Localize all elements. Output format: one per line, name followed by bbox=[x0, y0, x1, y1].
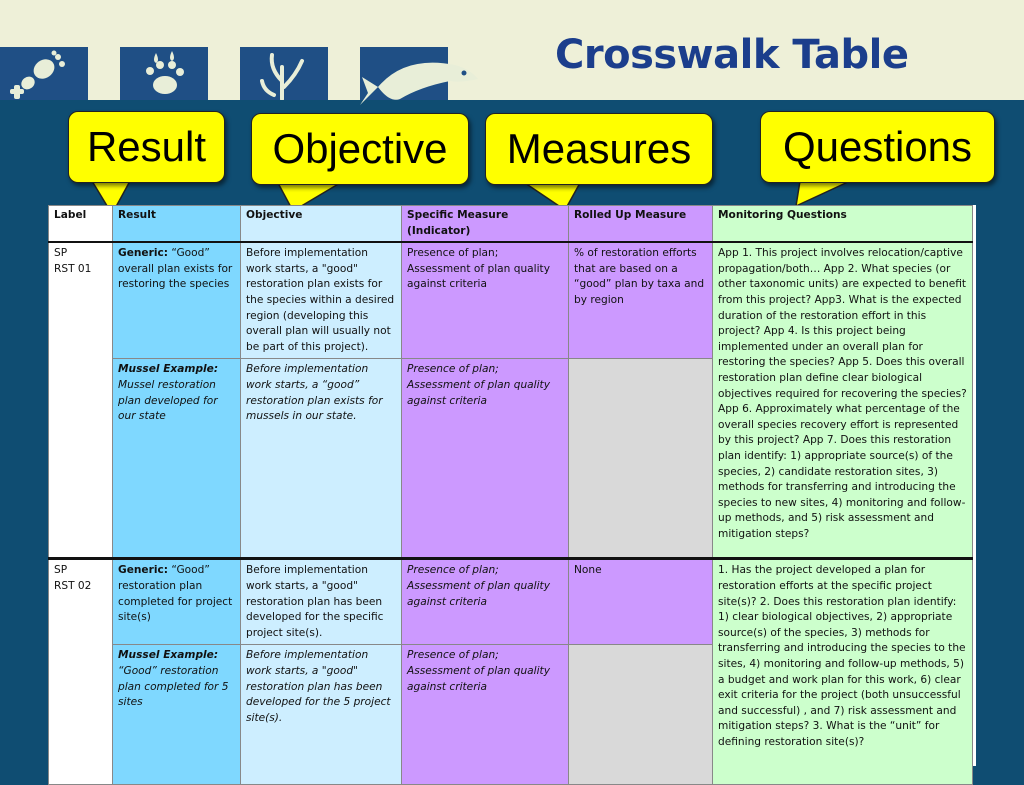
objective-callout bbox=[251, 113, 469, 185]
header-objective: Objective bbox=[241, 206, 402, 243]
label-line-2: RST 01 bbox=[54, 262, 92, 275]
mussel-measure-cell: Presence of plan; Assessment of plan quality against criteria bbox=[402, 359, 569, 559]
mussel-result-text: “Good” restoration plan completed for 5 sites bbox=[118, 664, 229, 709]
measures-callout-label: Measures bbox=[506, 125, 692, 172]
crosswalk-table bbox=[48, 205, 973, 785]
mussel-result-cell bbox=[113, 645, 241, 785]
questions-callout bbox=[760, 111, 995, 183]
generic-result-text: “Good” overall plan exists for restoring the species bbox=[118, 247, 233, 291]
mussel-measure-cell: Presence of plan; Assessment of plan quality against criteria bbox=[402, 645, 569, 785]
mussel-objective-cell: Before implementation work starts, a "good" restoration plan has been developed for the 5 project site(s). bbox=[241, 645, 402, 785]
monitoring-cell: App 1. This project involves relocation/captive propagation/both… App 2. What species (or other taxonomic units) are expected to benefit from this project? App3. What is the expected duration of the restoration effort in this project? App 4. Is this project being implemented under an overall plan for restoring the species? App 5. Does this overall restoration plan define clear biological objectives required for recovering the species? App 6. Approximately what percentage of the overall species recovery effort is represented by this project? App 7. Does this restoration plan identify: 1) appropriate source(s) of the species, 2) candidate restoration sites, 3) methods for transferring and introducing the species to new sites, 4) monitoring and follow-up methods, and 5) risk assessment and mitigation steps? bbox=[713, 242, 973, 559]
mussel-result-text: Mussel restoration plan developed for our state bbox=[118, 378, 218, 423]
row-label bbox=[49, 559, 113, 785]
result-cell bbox=[113, 242, 241, 359]
mussel-result-cell bbox=[113, 359, 241, 559]
mussel-objective-cell: Before implementation work starts, a “good” restoration plan exists for mussels in our state. bbox=[241, 359, 402, 559]
table-header-row bbox=[49, 206, 973, 243]
callout-pointers bbox=[0, 0, 1024, 220]
monitoring-cell: 1. Has the project developed a plan for restoration efforts at the specific project site(s)? 2. Does this restoration plan identify: 1) clear biological objectives, 2) appropriate source(s) of the species, 3) methods for transferring and introducing the species to the sites, 4) monitoring and follow-up methods, 5) a budget and work plan for this work, 6) clear exit criteria for the project (both unsuccessful and successful) , and 7) risk assessment and mitigation steps? 3. What is the “unit” for defining restoration site(s)? bbox=[713, 559, 973, 785]
empty-rolled-up-cell bbox=[569, 645, 713, 785]
generic-prefix: Generic: bbox=[118, 247, 168, 260]
result-callout bbox=[68, 111, 225, 183]
label-line-1: SP bbox=[54, 564, 68, 577]
mussel-prefix: Mussel Example: bbox=[118, 363, 219, 376]
header-result: Result bbox=[113, 206, 241, 243]
header-label: Label bbox=[49, 206, 113, 243]
header-measure: Specific Measure (Indicator) bbox=[402, 206, 569, 243]
result-cell bbox=[113, 559, 241, 645]
empty-rolled-up-cell bbox=[569, 359, 713, 559]
objective-cell: Before implementation work starts, a "good" restoration plan has been developed for the specific project site(s). bbox=[241, 559, 402, 645]
generic-result-text: “Good” restoration plan completed for project site(s) bbox=[118, 564, 233, 624]
table-row bbox=[49, 242, 973, 359]
measure-cell: Presence of plan; Assessment of plan quality against criteria bbox=[402, 559, 569, 645]
measure-cell: Presence of plan; Assessment of plan quality against criteria bbox=[402, 242, 569, 359]
crosswalk-table-container bbox=[48, 205, 976, 766]
table-row bbox=[49, 559, 973, 645]
generic-prefix: Generic: bbox=[118, 564, 168, 577]
row-label bbox=[49, 242, 113, 559]
result-callout-label: Result bbox=[86, 123, 207, 170]
measures-callout bbox=[485, 113, 713, 185]
header-monitoring: Monitoring Questions bbox=[713, 206, 973, 243]
page-title: Crosswalk Table bbox=[555, 32, 909, 78]
objective-cell: Before implementation work starts, a "good" restoration plan exists for the species within a desired region (developing this overall plan will usually not be part of this project). bbox=[241, 242, 402, 359]
mussel-prefix: Mussel Example: bbox=[118, 649, 219, 662]
rolled-up-cell: % of restoration efforts that are based on a “good” plan by taxa and by region bbox=[569, 242, 713, 359]
rolled-up-cell: None bbox=[569, 559, 713, 645]
header-rolled-up: Rolled Up Measure bbox=[569, 206, 713, 243]
label-line-2: RST 02 bbox=[54, 579, 92, 592]
objective-callout-label: Objective bbox=[272, 125, 448, 172]
label-line-1: SP bbox=[54, 247, 68, 260]
questions-callout-label: Questions bbox=[782, 123, 973, 170]
